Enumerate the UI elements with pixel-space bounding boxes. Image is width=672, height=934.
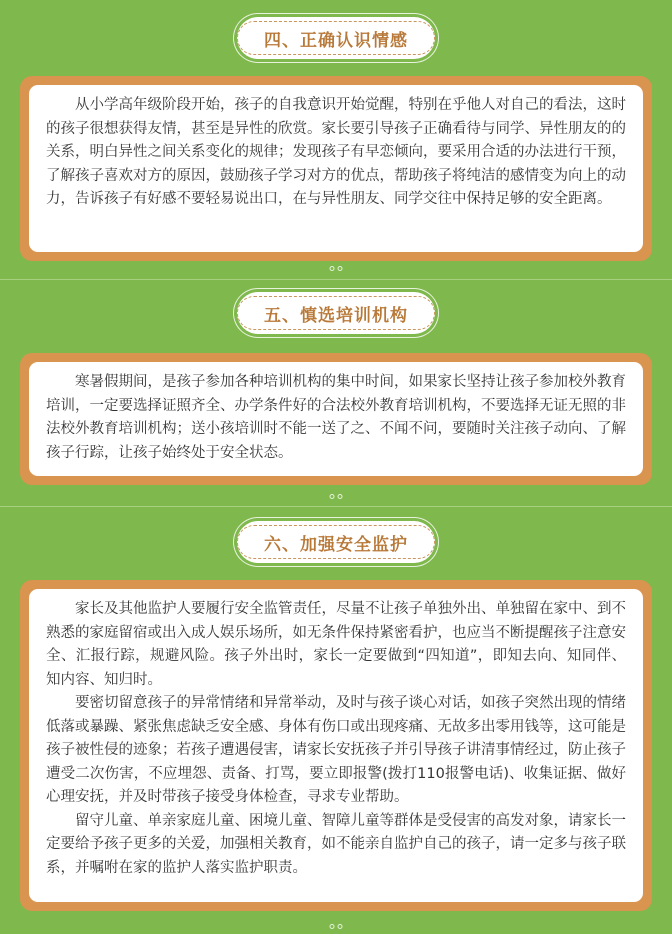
section-title-badge xyxy=(237,521,435,563)
section-title: 四、正确认识情感 xyxy=(237,21,435,55)
content-card xyxy=(20,353,652,485)
paragraph: 家长及其他监护人要履行安全监管责任，尽量不让孩子单独外出、单独留在家中、到不熟悉的家庭留宿或出入成人娱乐场所，如无条件保持紧密看护，也应当不断提醒孩子注意安全、汇报行踪，规避风险。孩子外出时，家长一定要做到“四知道”，即知去向、知同伴、知内容、知归时。 xyxy=(46,601,626,688)
section-title-badge xyxy=(237,292,435,334)
paragraph: 留守儿童、单亲家庭儿童、困境儿童、智障儿童等群体是受侵害的高发对象，请家长一定要给予孩子更多的关爱，加强相关教育，如不能亲自监护自己的孩子，请一定多与孩子联系，并嘱咐在家的监护人落实监护职责。 xyxy=(46,812,626,876)
divider-dots xyxy=(330,266,343,271)
content-paper xyxy=(29,362,643,476)
divider-dots xyxy=(330,494,343,499)
content-paper xyxy=(29,85,643,252)
content-paper xyxy=(29,589,643,902)
paragraph: 寒暑假期间，是孩子参加各种培训机构的集中时间，如果家长坚持让孩子参加校外教育培训，一定要选择证照齐全、办学条件好的合法校外教育培训机构，不要选择无证无照的非法校外教育培训机构；送小孩培训时不能一送了之、不闻不问，要随时关注孩子动向、了解孩子行踪，让孩子始终处于安全状态。 xyxy=(46,374,626,461)
section-title: 六、加强安全监护 xyxy=(237,525,435,559)
section-divider xyxy=(0,279,672,280)
divider-dots xyxy=(330,924,343,929)
content-card xyxy=(20,76,652,261)
paragraph: 从小学高年级阶段开始，孩子的自我意识开始觉醒，特别在乎他人对自己的看法，这时的孩子很想获得友情，甚至是异性的欣赏。家长要引导孩子正确看待与同学、异性朋友的的关系，明白异性之间关系变化的规律；发现孩子有早恋倾向，要采用合适的办法进行干预，了解孩子喜欢对方的原因，鼓励孩子学习对方的优点，帮助孩子将纯洁的感情变为向上的动力，告诉孩子有好感不要轻易说出口，在与异性朋友、同学交往中保持足够的安全距离。 xyxy=(46,97,626,207)
section-title: 五、慎选培训机构 xyxy=(237,296,435,330)
section-divider xyxy=(0,506,672,507)
section-title-badge xyxy=(237,17,435,59)
content-card xyxy=(20,580,652,911)
paragraph: 要密切留意孩子的异常情绪和异常举动，及时与孩子谈心对话，如孩子突然出现的情绪低落或暴躁、紧张焦虑缺乏安全感、身体有伤口或出现疼痛、无故多出零用钱等，这可能是孩子被性侵的迹象；若孩子遭遇侵害，请家长安抚孩子并引导孩子讲清事情经过，防止孩子遭受二次伤害，不应埋怨、责备、打骂，要立即报警(拨打110报警电话)、收集证据、做好心理安抚，并及时带孩子接受身体检查，寻求专业帮助。 xyxy=(46,695,626,805)
